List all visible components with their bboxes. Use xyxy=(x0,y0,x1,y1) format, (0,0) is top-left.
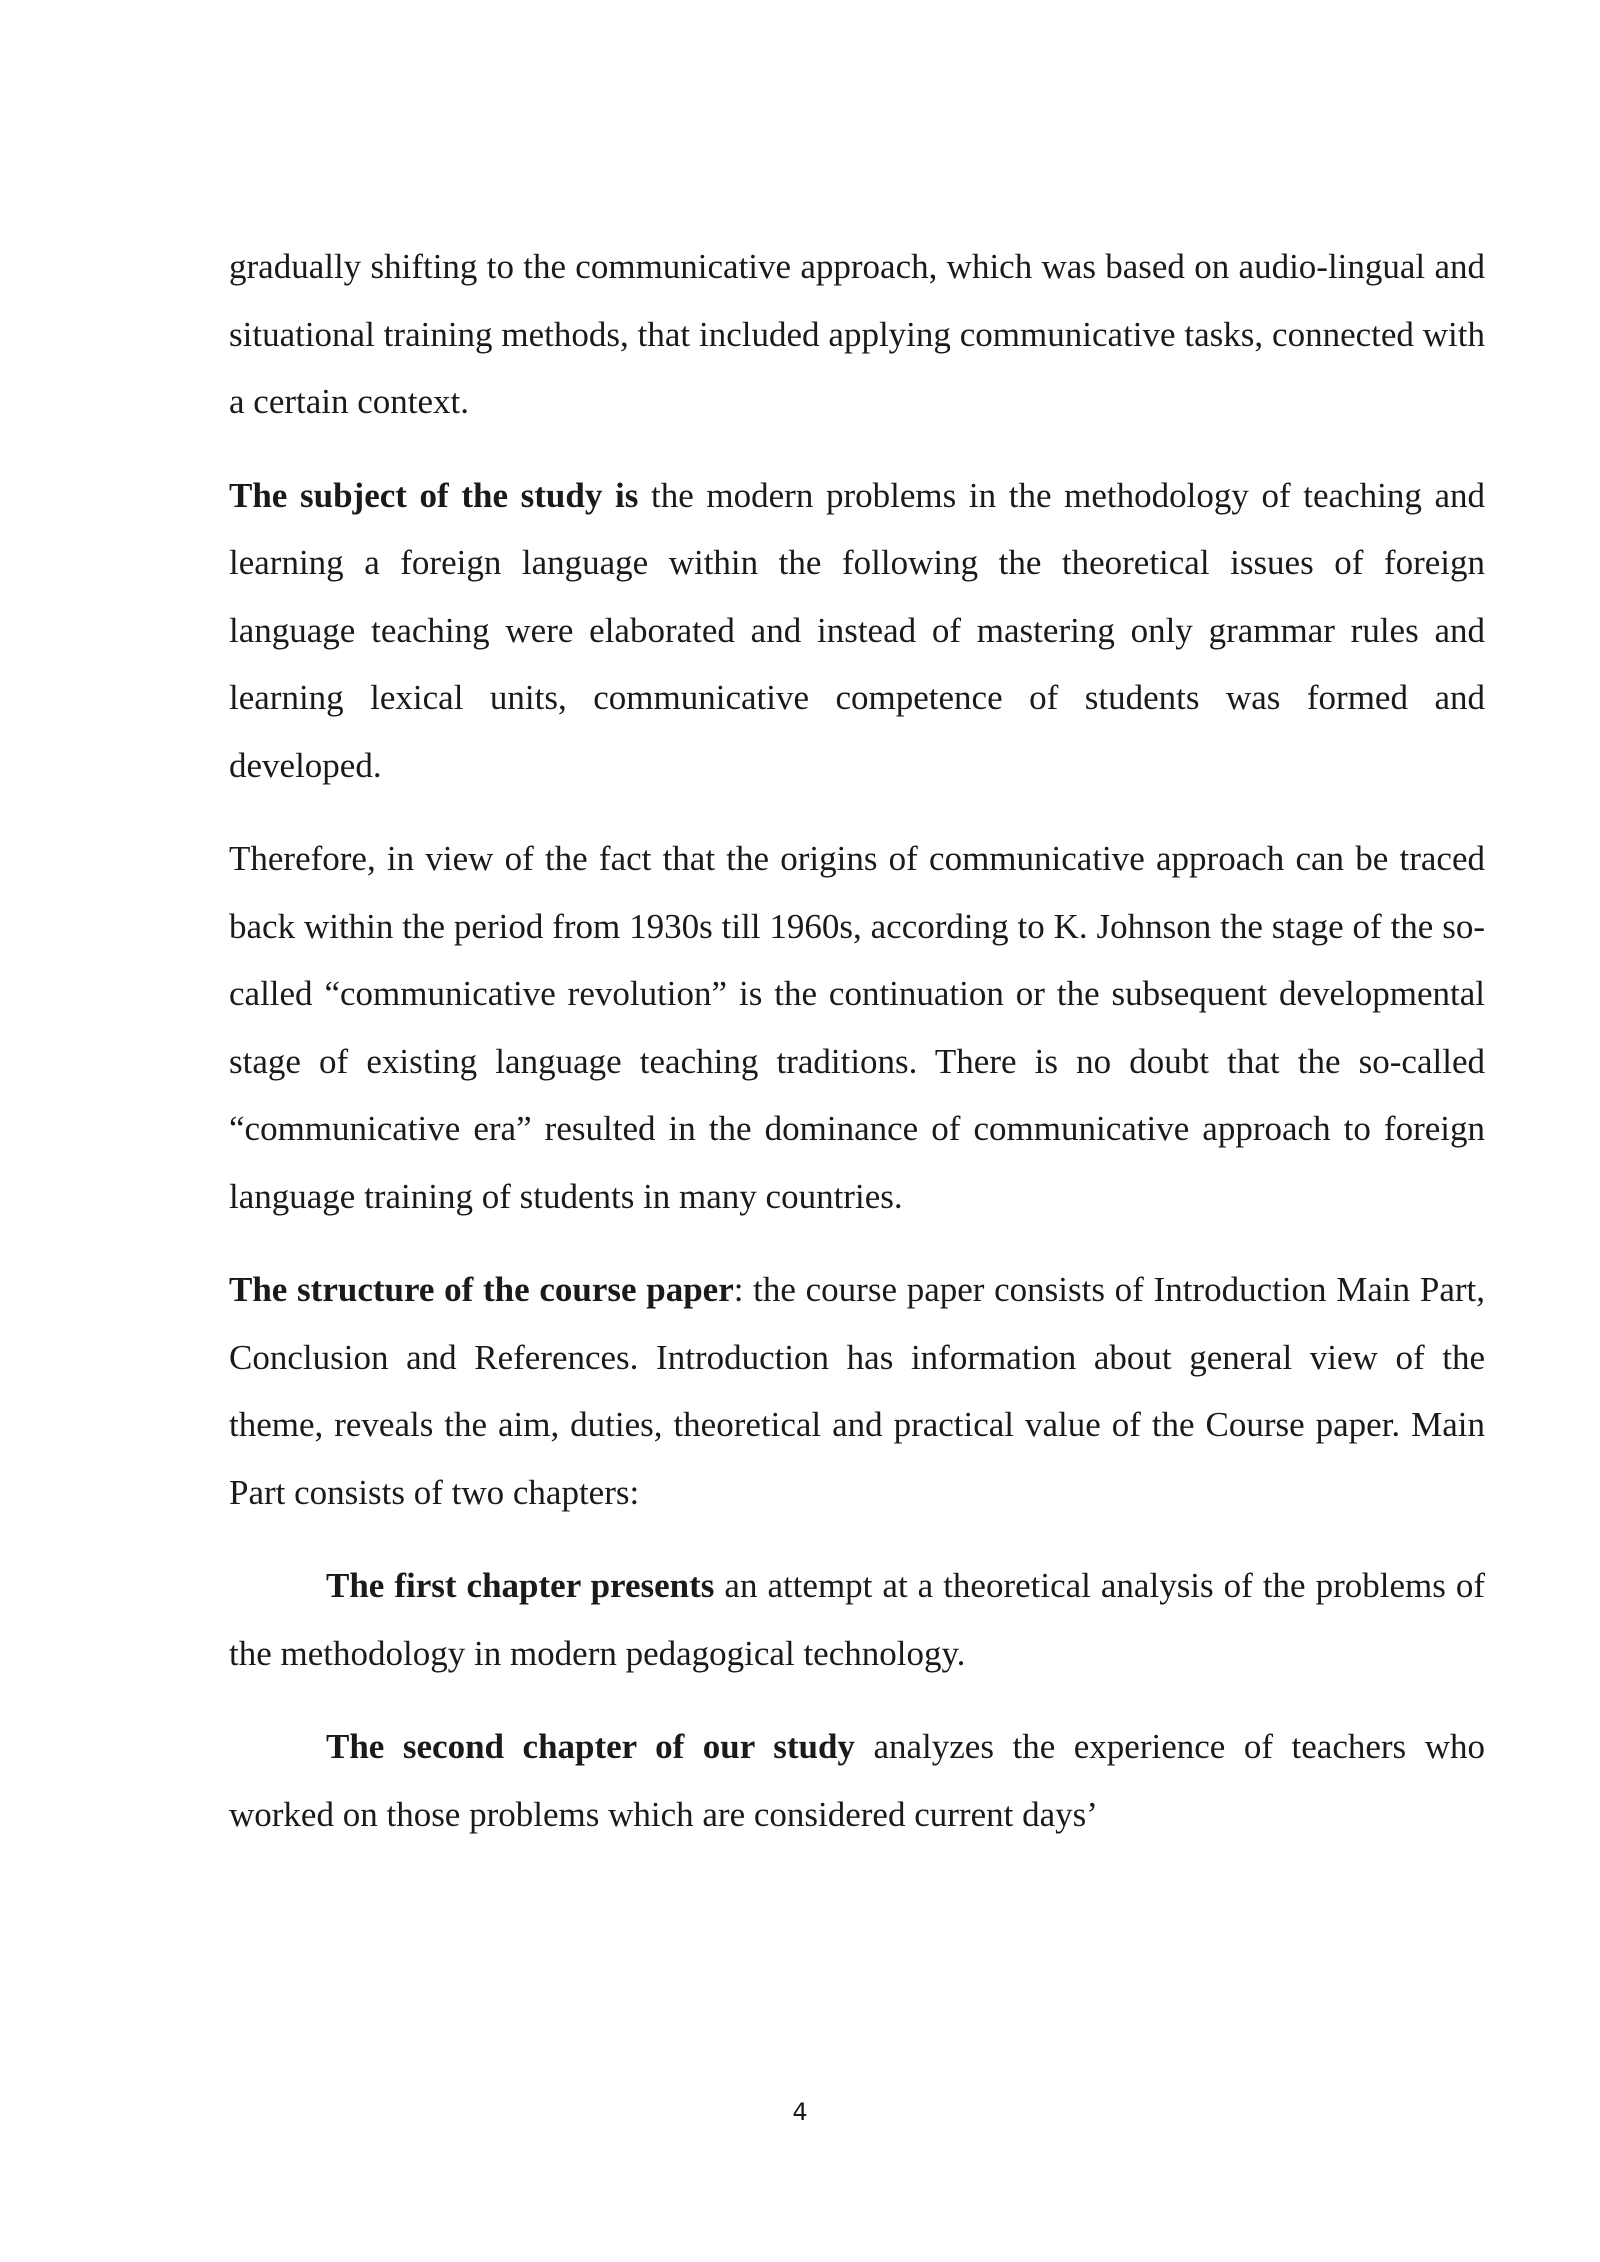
paragraph-bold-lead: The second chapter of our study xyxy=(326,1727,855,1766)
paragraph-origins xyxy=(229,825,1485,1230)
paragraph-text: the modern problems in the methodology of teaching and learning a foreign language within the following the theoretical issues of foreign language teaching were elaborated and instead of mastering only grammar rules and learning lexical units, communicative competence of students was formed and developed. xyxy=(229,475,1485,785)
paragraph-text: analyzes the experience of teachers who worked on those problems which are considered current days’ xyxy=(229,1727,1485,1834)
page-number: 4 xyxy=(792,2098,808,2126)
paragraph-bold-lead: The structure of the course paper xyxy=(229,1270,734,1309)
paragraph-subject-of-study xyxy=(229,462,1485,800)
paragraph-text: an attempt at a theoretical analysis of the problems of the methodology in modern pedagogical technology. xyxy=(229,1566,1485,1673)
page-body xyxy=(229,233,1485,1874)
paragraph-bold-lead: The subject of the study is xyxy=(229,475,639,515)
paragraph-text: Therefore, in view of the fact that the origins of communicative approach can be traced back within the period from 1930s till 1960s, according to K. Johnson the stage of the so-called “communicative revolution” is the continuation or the subsequent developmental stage of existing language teaching traditions. There is no doubt that the so-called “communicative era” resulted in the dominance of communicative approach to foreign language training of students in many countries. xyxy=(229,839,1485,1216)
paragraph-bold-lead: The first chapter presents xyxy=(326,1566,715,1605)
paragraph-text: : the course paper consists of Introduction Main Part, Conclusion and References. Introduction has information about general view of the theme, reveals the aim, duties, theoretical and practical value of the Course paper. Main Part consists of two chapters: xyxy=(229,1270,1485,1512)
paragraph-second-chapter xyxy=(229,1713,1485,1848)
paragraph-structure xyxy=(229,1256,1485,1526)
paragraph-text: gradually shifting to the communicative approach, which was based on audio-lingual and situational training methods, that included applying communicative tasks, connected with a certain context. xyxy=(229,247,1485,421)
paragraph-first-chapter xyxy=(229,1552,1485,1687)
paragraph-communicative-shift xyxy=(229,233,1485,436)
